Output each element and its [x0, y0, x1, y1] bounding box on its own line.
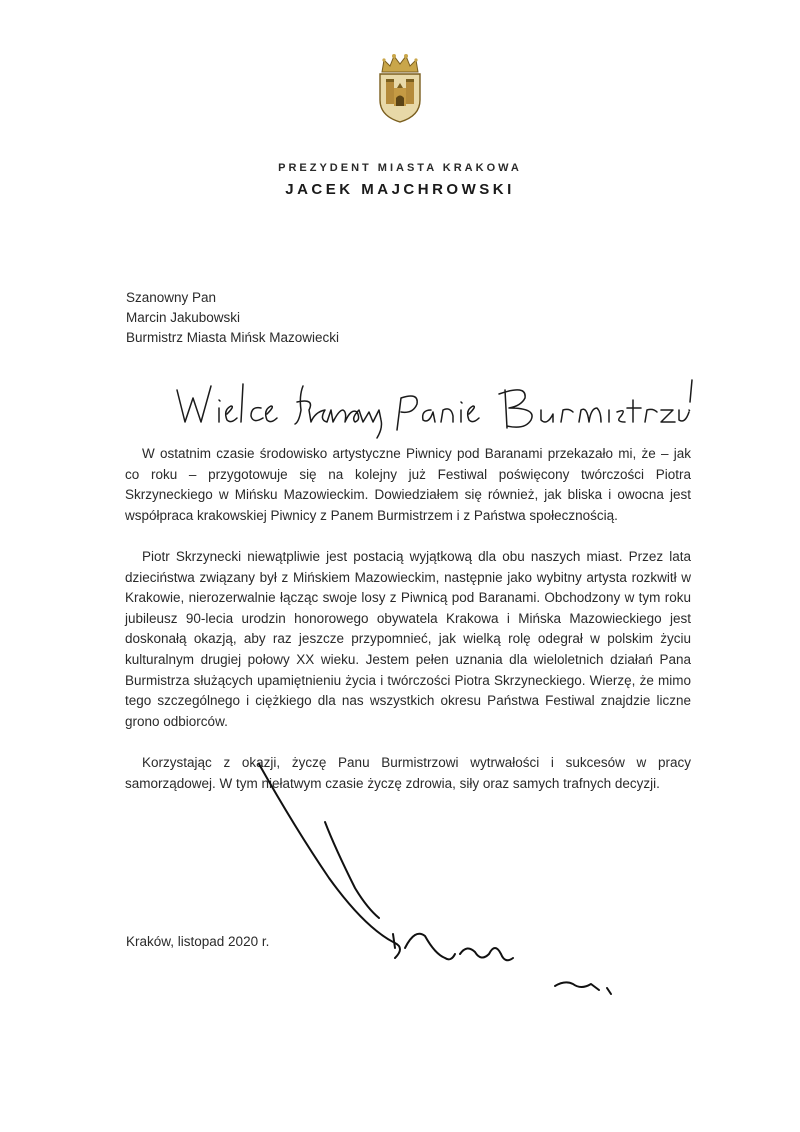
recipient-block [126, 288, 339, 348]
issuer-name: JACEK MAJCHROWSKI [285, 181, 515, 198]
body-paragraph-1: W ostatnim czasie środowisko artystyczne Piwnicy pod Baranami przekazało mi, że – jak co roku – przygotowuje się na kolejny już Festiwal poświęcony twórczości Piotra Skrzyneckiego w Mińsku Mazowieckim. Dowiedziałem się również, jak bliska i owocna jest współpraca krakowskiej Piwnicy z Panem Burmistrzem i z Państwa społecznością. [125, 446, 691, 523]
recipient-salutation-line: Szanowny Pan [126, 290, 217, 305]
handwritten-salutation [175, 376, 695, 446]
recipient-name: Marcin Jakubowski [126, 310, 241, 325]
place-and-date: Kraków, listopad 2020 r. [126, 934, 270, 949]
handwritten-signature [255, 758, 615, 1018]
krakow-coat-of-arms-icon [372, 52, 428, 124]
body-paragraph-2: Piotr Skrzynecki niewątpliwie jest postacią wyjątkową dla obu naszych miast. Przez lata dzieciństwa związany był z Mińskiem Mazowieckim, następnie jako wybitny artysta rozkwitł w Krakowie, nierozerwalnie łącząc swoje losy z Piwnicą pod Baranami. Obchodzony w tym roku jubileusz 90-lecia urodzin honorowego obywatela Krakowa i Mińska Mazowieckiego jest doskonałą okazją, aby raz jeszcze przypomnieć, jak wielką rolę odegrał w polskim życiu kulturalnym drugiej połowy XX wieku. Jestem pełen uznania dla wieloletnich działań Pana Burmistrza służących upamiętnieniu życia i twórczości Piotra Skrzyneckiego. Wierzę, że mimo tego szczególnego i ciężkiego dla nas wszystkich okresu Państwa Festiwal znajdzie liczne grono odbiorców. [125, 548, 691, 729]
recipient-title: Burmistrz Miasta Mińsk Mazowiecki [126, 330, 340, 345]
body-paragraph-3: Korzystając z okazji, życzę Panu Burmistrzowi wytrwałości i sukcesów w pracy samorządowej. W tym niełatwym czasie życzę zdrowia, siły oraz samych trafnych decyzji. [125, 754, 691, 791]
issuer-office: PREZYDENT MIASTA KRAKOWA [278, 162, 522, 174]
